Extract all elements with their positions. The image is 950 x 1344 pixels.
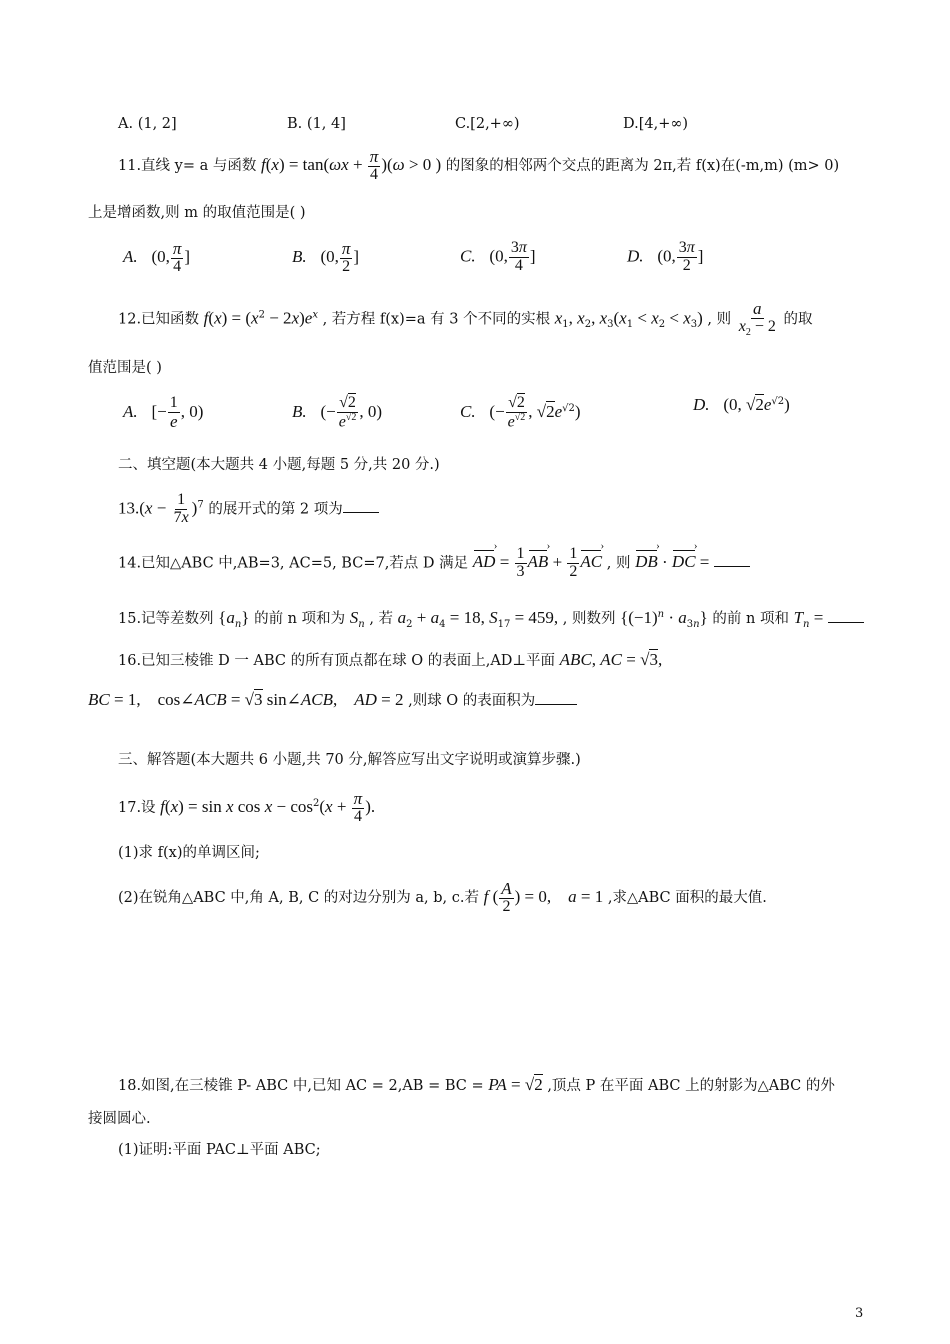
q12-choice-d: D. (0, $√2e^{√2}$)	[693, 395, 790, 414]
q13: 13.(x − $\frac{1}{7x}$ )$^7$ 的展开式的第 2 项为	[118, 492, 379, 527]
q11-post: 的图象的相邻两个交点的距离为 2π,若 f(x)在(-m,m) (m> 0)	[445, 157, 840, 174]
q14-pre: 14.已知△ABC 中,AB=3, AC=5, BC=7,若点 D 满足	[118, 555, 469, 572]
q16-pre: 16.已知三棱锥 D 一 ABC 的所有顶点都在球 O 的表面上,AD⊥平面	[118, 653, 556, 669]
q15: 15.记等差数列 $\{a_n\}$ 的前 n 项和为 $S_n$ , 若 $a_2 + a_4 = 18$, $S_{17} = 459$, , 则数列 $\{(-1)^n \cdot a_{3n}\}$ 的前 n 项和 $T_n$ =	[118, 608, 864, 631]
q18-part1: (1)证明:平面 PAC⊥平面 ABC;	[118, 1142, 321, 1158]
q12-choice-c: C. (− $\frac{√2}{e^{√2}}$ , $√2e^{√2}$)	[460, 394, 581, 431]
q15-pre: 15.记等差数列	[118, 611, 214, 627]
q12-choice-b: B. (− $\frac{√2}{e^{√2}}$ , 0)	[292, 394, 382, 431]
q18-post: ,顶点 P 在平面 ABC 上的射影为△ABC 的外	[547, 1078, 835, 1094]
q11-choice-c: C. (0, $\frac{3\pi}{4}$ ]	[460, 239, 536, 274]
q12-line2: 值范围是( )	[88, 360, 162, 376]
q16-line2: BC = 1, cos∠ACB = √3 sin∠ACB, AD = 2 ,则球 O 的表面积为	[88, 690, 577, 710]
section2-heading: 二、填空题(本大题共 4 小题,每题 5 分,共 20 分.)	[118, 457, 440, 473]
q17-part2-post: ,求△ABC 面积的最大值.	[607, 889, 767, 906]
q10-choice-c: C.[2,+∞)	[455, 116, 520, 132]
q16-post: ,则球 O 的表面积为	[408, 693, 536, 709]
q17-part1: (1)求 f(x)的单调区间;	[118, 845, 260, 861]
q15-mid4: 的前 n 项和	[712, 611, 789, 627]
q11-stem: 11.直线 y= a 与函数 f(x) = tan(ωx + $\frac{\pi}{4}$ )(ω > 0 ) 的图象的相邻两个交点的距离为 2π,若 f(x)在(-m,m) (m> 0)	[118, 147, 840, 183]
q11-choice-b: B. (0, $\frac{\pi}{2}$ ]	[292, 239, 360, 275]
q13-num: 13.	[118, 498, 140, 518]
section3-heading: 三、解答题(本大题共 6 小题,共 70 分,解答应写出文字说明或演算步骤.)	[118, 752, 581, 768]
q11-pre: 11.直线 y= a 与函数	[118, 157, 257, 174]
q13-post: 的展开式的第 2 项为	[208, 501, 343, 518]
q10-choice-a: A. (1, 2]	[118, 116, 177, 132]
q10-choice-d: D.[4,+∞)	[623, 116, 689, 132]
q18-stem: 18.如图,在三棱锥 P- ABC 中,已知 AC = 2,AB = BC = PA = √2 ,顶点 P 在平面 ABC 上的射影为△ABC 的外	[118, 1075, 835, 1094]
q15-mid1: 的前 n 项和为	[254, 611, 346, 627]
q12-pre: 12.已知函数	[118, 311, 200, 328]
q11-choice-d: D. (0, $\frac{3\pi}{2}$ ]	[627, 239, 704, 274]
q12-post: 的取	[783, 311, 813, 328]
q16-line1: 16.已知三棱锥 D 一 ABC 的所有顶点都在球 O 的表面上,AD⊥平面 ABC, AC = √3,	[118, 650, 663, 669]
q14: 14.已知△ABC 中,AB=3, AC=5, BC=7,若点 D 满足 AD › = $\frac{1}{3}$ AB › + $\frac{1}{2}$ AC › , 则 DB › · DC › =	[118, 546, 750, 581]
q11-line2: 上是增函数,则 m 的取值范围是( )	[88, 205, 306, 221]
q12-stem: 12.已知函数 $f(x) = (x^2 - 2x)e^x$ , 若方程 f(x)=a 有 3 个不同的实根 $x_1$, $x_2$, $x_3(x_1 < x_2 < x_3)$ , 则 $\frac{a}{x_2 - 2}$ 的取	[118, 299, 813, 339]
q17-part2-pre: (2)在锐角△ABC 中,角 A, B, C 的对边分别为 a, b, c.若	[118, 889, 479, 906]
q17-stem: 17.设 f(x) = sin x $\cos x - \cos^2(x$ + $\frac{\pi}{4}$ ).	[118, 789, 376, 825]
page-number: 3	[855, 1306, 864, 1321]
q14-blank[interactable]	[714, 552, 750, 567]
q12-choice-a: A. [− $\frac{1}{e}$ , 0)	[123, 394, 204, 431]
q12-mid2: , 则	[707, 311, 732, 328]
q18-pre: 18.如图,在三棱锥 P- ABC 中,已知 AC = 2,AB = BC =	[118, 1078, 484, 1094]
q15-mid2: , 若	[369, 611, 394, 627]
q10-choice-b: B. (1, 4]	[287, 116, 346, 132]
q15-blank[interactable]	[828, 608, 864, 623]
q12-mid: , 若方程 f(x)=a 有 3 个不同的实根	[322, 311, 551, 328]
q17-part2: (2)在锐角△ABC 中,角 A, B, C 的对边分别为 a, b, c.若 f ( $\frac{A}{2}$ ) = 0, a = 1 ,求△ABC 面积的最大值.	[118, 879, 767, 915]
q16-blank[interactable]	[535, 690, 577, 705]
q14-mid: , 则	[606, 555, 631, 572]
q11-choice-a: A. (0, $\frac{\pi}{4}$ ]	[123, 239, 191, 275]
q11-formula: f	[260, 154, 266, 174]
q15-mid3: , 则数列	[562, 611, 616, 627]
q13-blank[interactable]	[343, 498, 379, 513]
q18-line2: 接圆圆心.	[88, 1111, 151, 1127]
q17-pre: 17.设	[118, 799, 156, 816]
